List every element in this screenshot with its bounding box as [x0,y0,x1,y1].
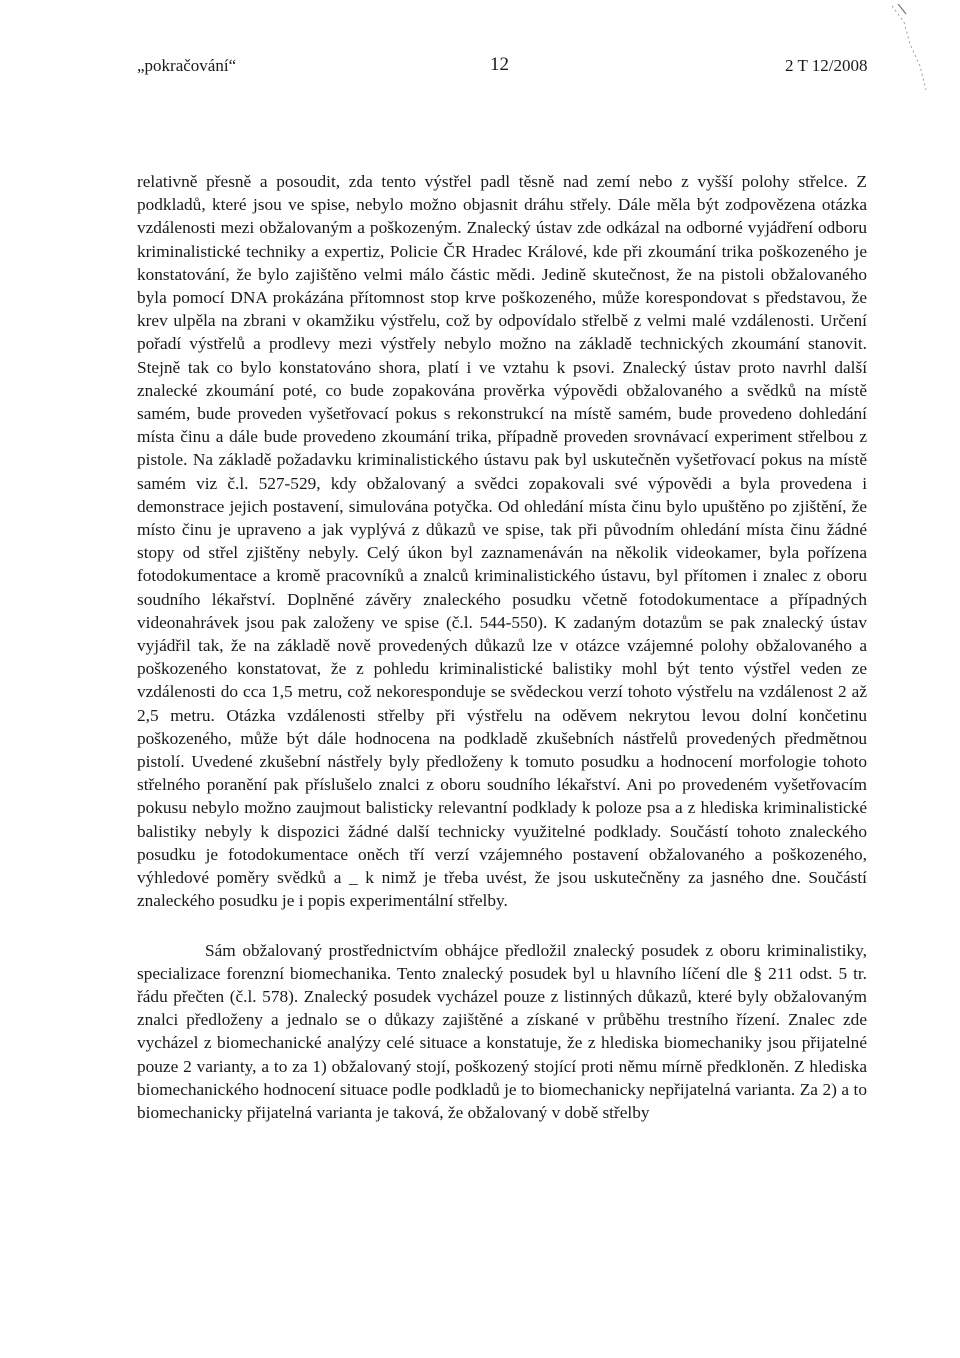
continuation-label: „pokračování“ [137,56,237,75]
page-number: 12 [490,54,509,75]
page-header [0,56,960,86]
document-body [137,170,867,1124]
scan-corner-mark [890,4,930,94]
case-number: 2 T 12/2008 [785,56,868,75]
paragraph: relativně přesně a posoudit, zda tento výstřel padl těsně nad zemí nebo z vyšší polohy střelce. Z podkladů, které jsou ve spise, nebylo možno objasnit dráhu střely. Dále měla být zodpovězena otázka vzdálenosti mezi obžalovaným a poškozeným. Znalecký ústav zde odkázal na odborné vyjádření odboru kriminalistické techniky a expertiz, Policie ČR Hradec Králové, kde při zkoumání trika poškozeného je konstatování, že bylo zajištěno velmi málo částic mědi. Jedině skutečnost, že na pistoli obžalovaného byla pomocí DNA prokázána přítomnost stop krve poškozeného, může korespondovat s představou, že krev ulpěla na zbrani v okamžiku výstřelu, což by odpovídalo střelbě z velmi malé vzdálenosti. Určení pořadí výstřelů a prodlevy mezi výstřely nebylo možno na základě technických zkoumání stanovit. Stejně tak co bylo konstatováno shora, platí i ve vztahu k psovi. Znalecký ústav proto navrhl další znalecké zkoumání poté, co bude zopakována prověrka výpovědi obžalovaného a svědků na místě samém, bude proveden vyšetřovací pokus s rekonstrukcí na místě samém, bude provedeno dohledání místa činu a dále bude provedeno zkoumání trika, případně proveden srovnávací experiment střelbou z pistole. Na základě požadavku kriminalistického ústavu pak byl uskutečněn vyšetřovací pokus na místě samém viz č.l. 527-529, kdy obžalovaný a svědci zopakovali své výpovědi a byla provedena i demonstrace jejich postavení, simulována potyčka. Od ohledání místa činu bylo upuštěno po zjištění, že místo činu je upraveno a jak vyplývá z důkazů ve spise, tak při původním ohledání místa činu žádné stopy od střel zjištěny nebyly. Celý úkon byl zaznamenáván na několik videokamer, byla pořízena fotodokumentace a kromě pracovníků a znalců kriminalistického ústavu, byl přítomen i znalec z oboru soudního lékařství. Doplněné závěry znaleckého posudku včetně fotodokumentace a případných videonahrávek jsou pak založeny ve spise (č.l. 544-550). K zadaným dotazům se pak znalecký ústav vyjádřil tak, že na základě nově provedených důkazů lze v otázce vzájemné polohy obžalovaného a poškozeného konstatovat, že z pohledu kriminalistické balistiky mohl být tento výstřel veden ze vzdálenosti do cca 1,5 metru, což nekoresponduje se svědeckou verzí tohoto výstřelu na vzdálenost 2 až 2,5 metru. Otázka vzdálenosti střelby při výstřelu na oděvem nekrytou levou dolní končetinu poškozeného, může být dále hodnocena na podkladě zkušebních nástřelů provedených předmětnou pistolí. Uvedené zkušební nástřely byly předloženy k tomuto posudku a hodnocení morfologie tohoto střelného poranění pak příslušelo znalci z oboru soudního lékařství. Ani po provedeném vyšetřovacím pokusu nebylo možno zaujmout balisticky relevantní podklady k poloze psa a z hlediska kriminalistické balistiky nebyly k dispozici žádné další technicky využitelné podklady. Součástí tohoto znaleckého posudku je fotodokumentace oněch tří verzí vzájemného postavení obžalovaného a poškozeného, výhledové poměry svědků a _ k nimž je třeba uvést, že jsou uskutečněny za jasného dne. Součástí znaleckého posudku je i popis experimentální střelby. [137,172,867,911]
paragraph: Sám obžalovaný prostřednictvím obhájce předložil znalecký posudek z oboru kriminalistiky, specializace forenzní biomechanika. Tento znalecký posudek byl u hlavního líčení dle § 211 odst. 5 tr. řádu přečten (č.l. 578). Znalecký posudek vycházel pouze z listinných důkazů, které byly obžalovaným znalci předloženy a jednalo se o důkazy zajištěné a získané v průběhu trestního řízení. Znalec zde vycházel z biomechanické analýzy celé situace a konstatuje, že z hlediska biomechaniky jsou přijatelné pouze 2 varianty, a to za 1) obžalovaný stojí, poškozený stojící proti němu mírně předkloněn. Z hlediska biomechanického hodnocení situace podle podkladů je to biomechanicky nepřijatelná varianta. Za 2) a to biomechanicky přijatelná varianta je taková, že obžalovaný v době střelby [137,940,867,1122]
